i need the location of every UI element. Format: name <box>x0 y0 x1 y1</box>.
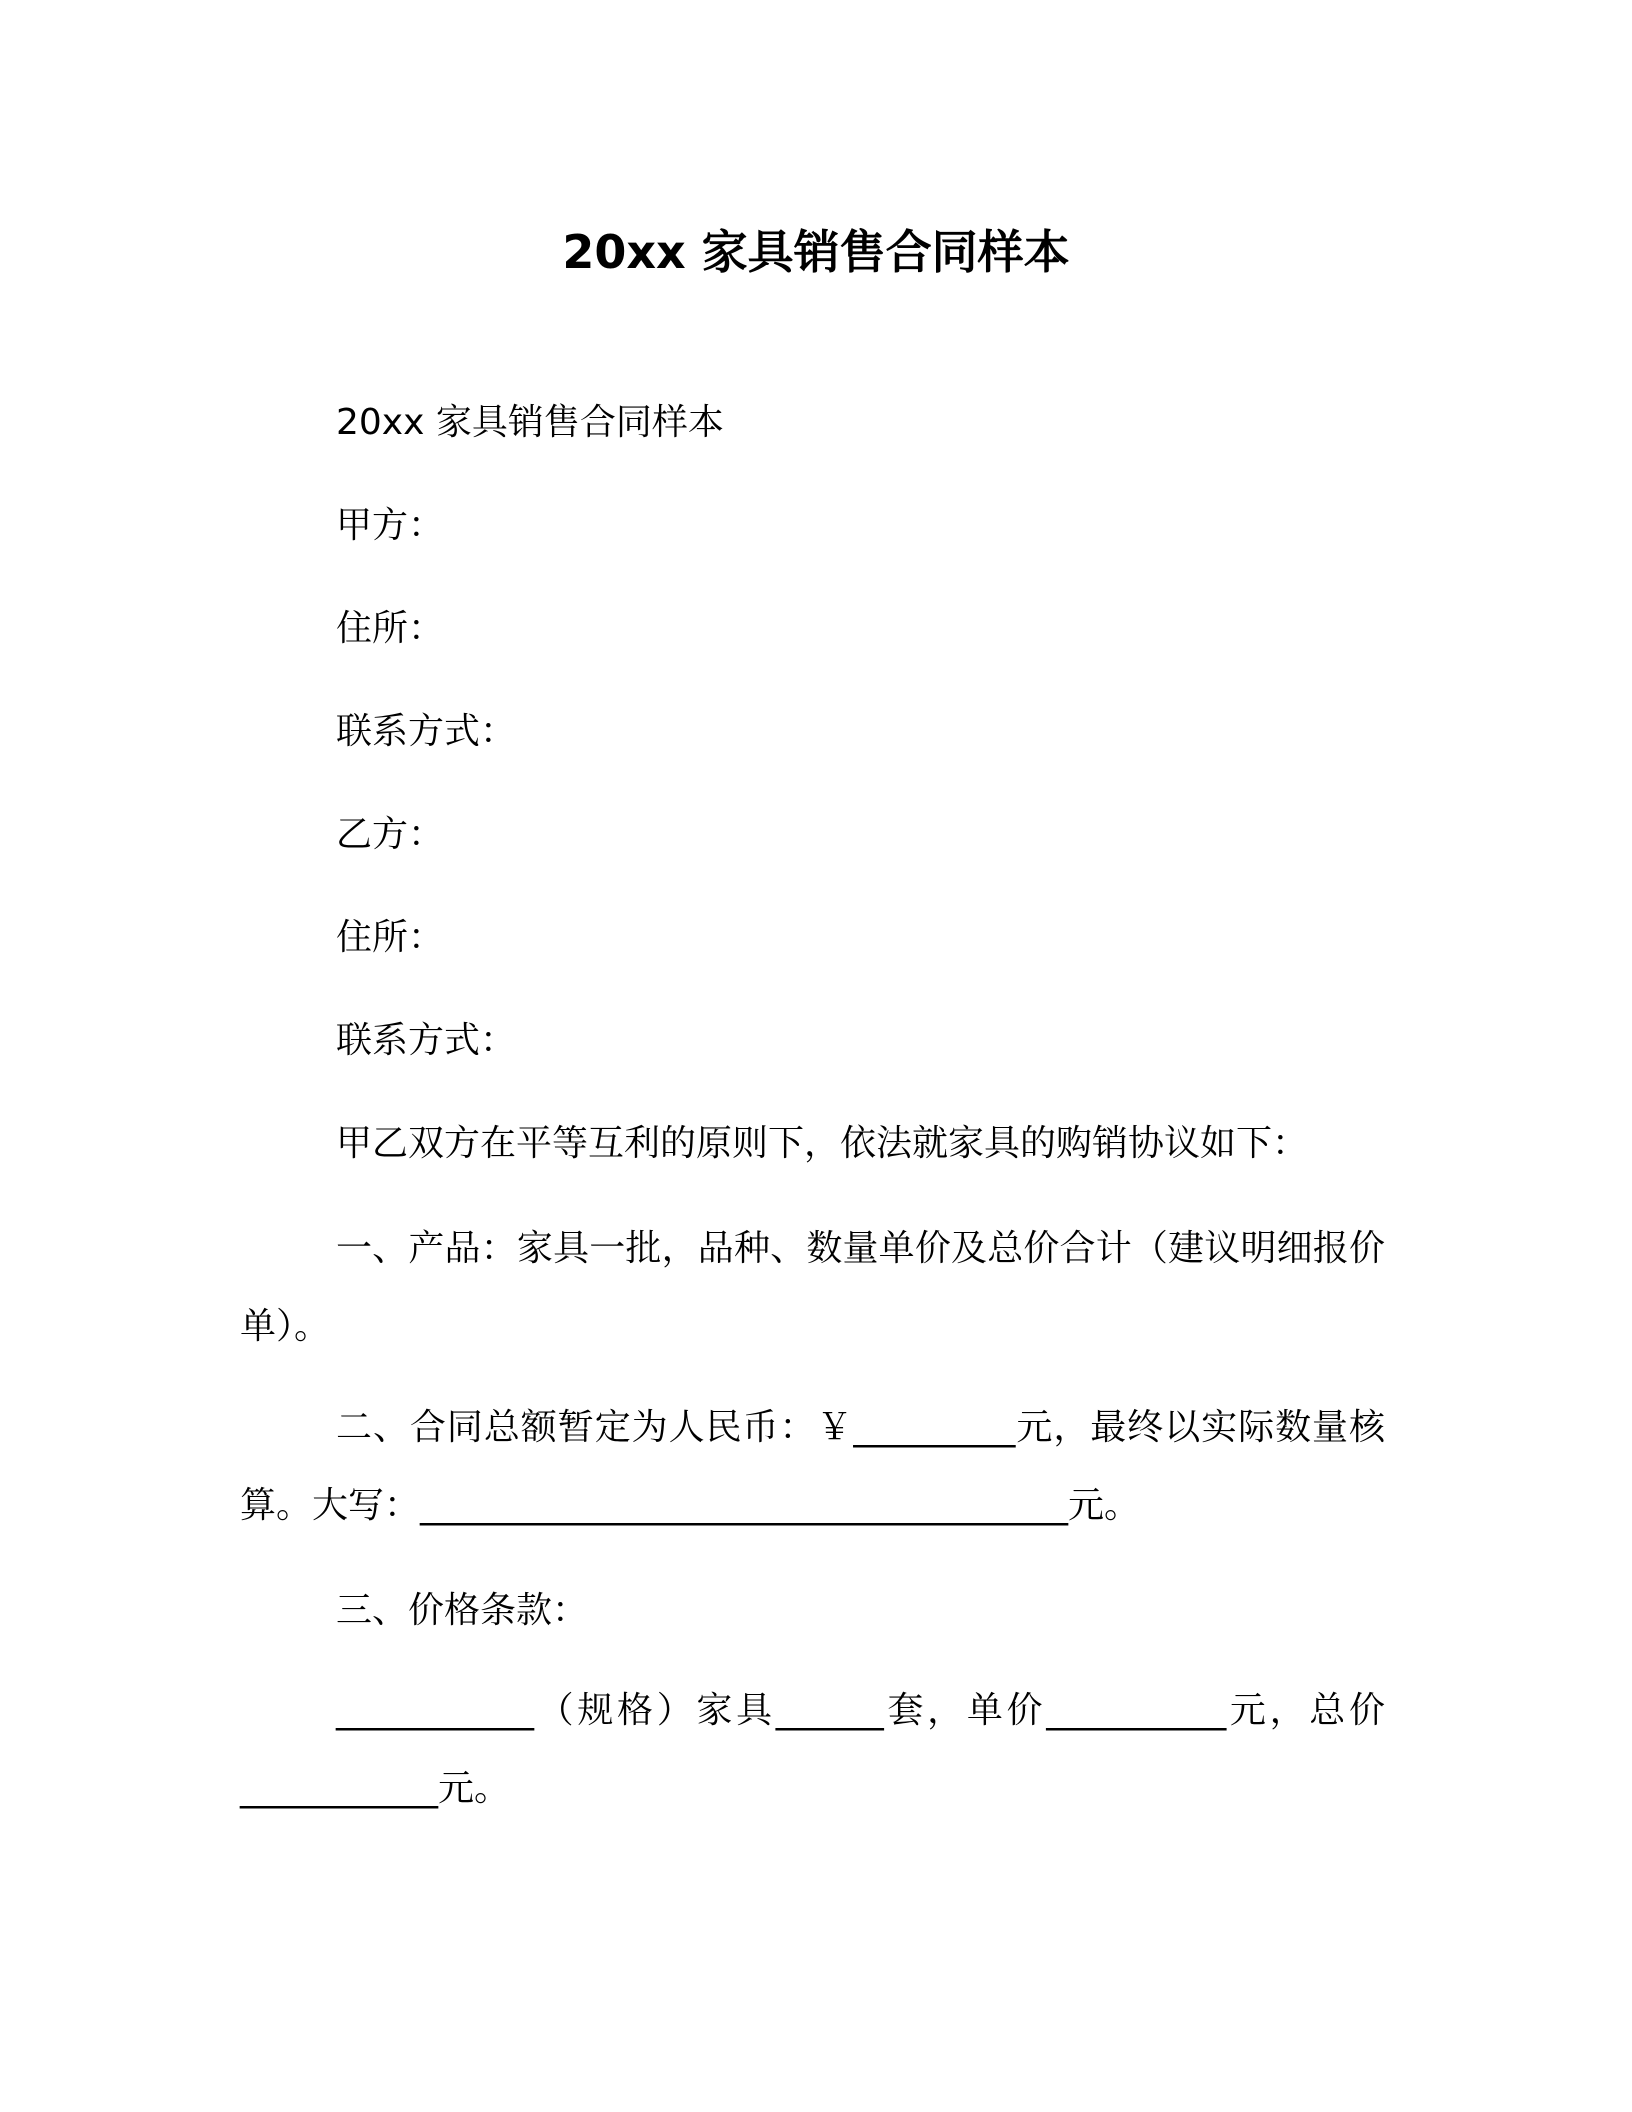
subtitle-line: 20xx 家具销售合同样本 <box>336 402 724 443</box>
party-a-contact-label: 联系方式： <box>336 711 517 752</box>
clause-1-product: 一、产品：家具一批，品种、数量单价及总价合计（建议明细报价单）。 <box>240 1228 1385 1347</box>
clause-3-price-detail: ___________（规格）家具______套，单价__________元，总价___________元。 <box>240 1690 1385 1809</box>
clause-3-heading: 三、价格条款： <box>336 1590 589 1631</box>
party-a-label: 甲方： <box>336 505 445 546</box>
party-b-label: 乙方： <box>336 814 445 855</box>
document-title: 20xx 家具销售合同样本 <box>562 225 1070 279</box>
agreement-intro: 甲乙双方在平等互利的原则下，依法就家具的购销协议如下： <box>336 1123 1309 1164</box>
party-b-address-label: 住所： <box>336 917 445 958</box>
clause-2-contract-total: 二、合同总额暂定为人民币：￥_________元，最终以实际数量核算。大写：____________________________________元。 <box>240 1407 1385 1526</box>
party-a-address-label: 住所： <box>336 608 445 649</box>
party-b-contact-label: 联系方式： <box>336 1020 517 1061</box>
